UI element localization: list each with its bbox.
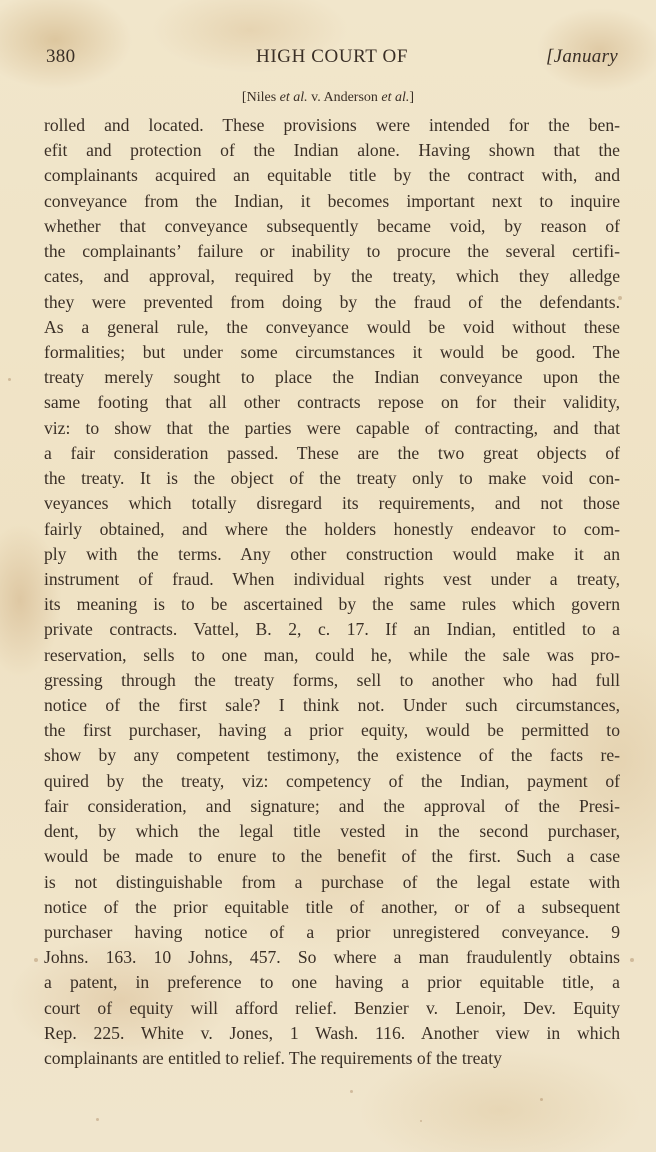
text-line: notice of the prior equitable title of another, or of a subsequent <box>44 896 620 917</box>
text-line: cates, and approval, required by the treaty, which they alledge <box>44 266 620 287</box>
header-month: [January <box>545 46 618 67</box>
text-line: formalities; but under some circumstances it would be good. The <box>44 341 620 362</box>
running-title: HIGH COURT OF <box>256 46 408 67</box>
text-line: court of equity will afford relief. Benzier v. Lenoir, Dev. Equity <box>44 997 620 1018</box>
case-caption: [Niles et al. v. Anderson et al.] <box>241 90 415 105</box>
text-line: instrument of fraud. When individual rights vest under a treaty, <box>44 568 620 589</box>
text-line: quired by the treaty, viz: competency of the Indian, payment of <box>44 770 620 791</box>
foxing-spot <box>34 958 38 962</box>
text-line: efit and protection of the Indian alone. Having shown that the <box>44 140 620 161</box>
text-line: conveyance from the Indian, it becomes important next to inquire <box>44 190 620 211</box>
text-line: Johns. 163. 10 Johns, 457. So where a man fraudulently obtains <box>44 947 620 968</box>
page-number: 380 <box>46 46 76 67</box>
foxing-spot <box>350 1090 353 1093</box>
text-line: veyances which totally disregard its requirements, and not those <box>44 493 620 514</box>
text-line: a fair consideration passed. These are the two great objects of <box>44 442 620 463</box>
text-line: dent, by which the legal title vested in the second purchaser, <box>44 821 620 842</box>
body-text <box>44 113 620 1071</box>
text-line: private contracts. Vattel, B. 2, c. 17. If an Indian, entitled to a <box>44 619 620 640</box>
text-line: fairly obtained, and where the holders honestly endeavor to com- <box>44 518 620 539</box>
foxing-spot <box>540 1098 543 1101</box>
text-line: would be made to enure to the benefit of the first. Such a case <box>44 846 620 867</box>
foxing-spot <box>8 378 11 381</box>
foxing-spot <box>420 1120 422 1122</box>
text-line: reservation, sells to one man, could he, while the sale was pro- <box>44 644 620 665</box>
text-line: viz: to show that the parties were capable of contracting, and that <box>44 417 620 438</box>
text-line: the first purchaser, having a prior equity, would be permitted to <box>44 720 620 741</box>
running-header <box>46 46 618 72</box>
text-line: gressing through the treaty forms, sell to another who had full <box>44 669 620 690</box>
text-line: rolled and located. These provisions were intended for the ben- <box>44 115 620 135</box>
text-line: complainants acquired an equitable title by the contract with, and <box>44 165 620 186</box>
text-line: fair consideration, and signature; and the approval of the Presi- <box>44 795 620 816</box>
text-line: a patent, in preference to one having a prior equitable title, a <box>44 972 620 993</box>
text-line: ply with the terms. Any other construction would make it an <box>44 543 620 564</box>
text-line: they were prevented from doing by the fraud of the defendants. <box>44 291 620 312</box>
text-line: As a general rule, the conveyance would be void without these <box>44 316 620 337</box>
text-line: treaty merely sought to place the Indian conveyance upon the <box>44 367 620 388</box>
text-line: is not distinguishable from a purchase of the legal estate with <box>44 871 620 892</box>
text-line: complainants are entitled to relief. The requirements of the treaty <box>44 1048 502 1069</box>
text-line: purchaser having notice of a prior unregistered conveyance. 9 <box>44 922 620 942</box>
foxing-spot <box>96 1118 99 1121</box>
text-line: show by any competent testimony, the existence of the facts re- <box>44 745 620 766</box>
text-line: same footing that all other contracts repose on for their validity, <box>44 392 620 413</box>
text-line: its meaning is to be ascertained by the same rules which govern <box>44 594 620 615</box>
text-line: the treaty. It is the object of the treaty only to make void con- <box>44 468 620 489</box>
foxing-spot <box>630 958 634 962</box>
text-line: Rep. 225. White v. Jones, 1 Wash. 116. Another view in which <box>44 1022 620 1043</box>
text-line: the complainants’ failure or inability to procure the several certifi- <box>44 241 620 262</box>
text-line: whether that conveyance subsequently became void, by reason of <box>44 215 620 236</box>
text-line: notice of the first sale? I think not. Under such circumstances, <box>44 695 620 716</box>
